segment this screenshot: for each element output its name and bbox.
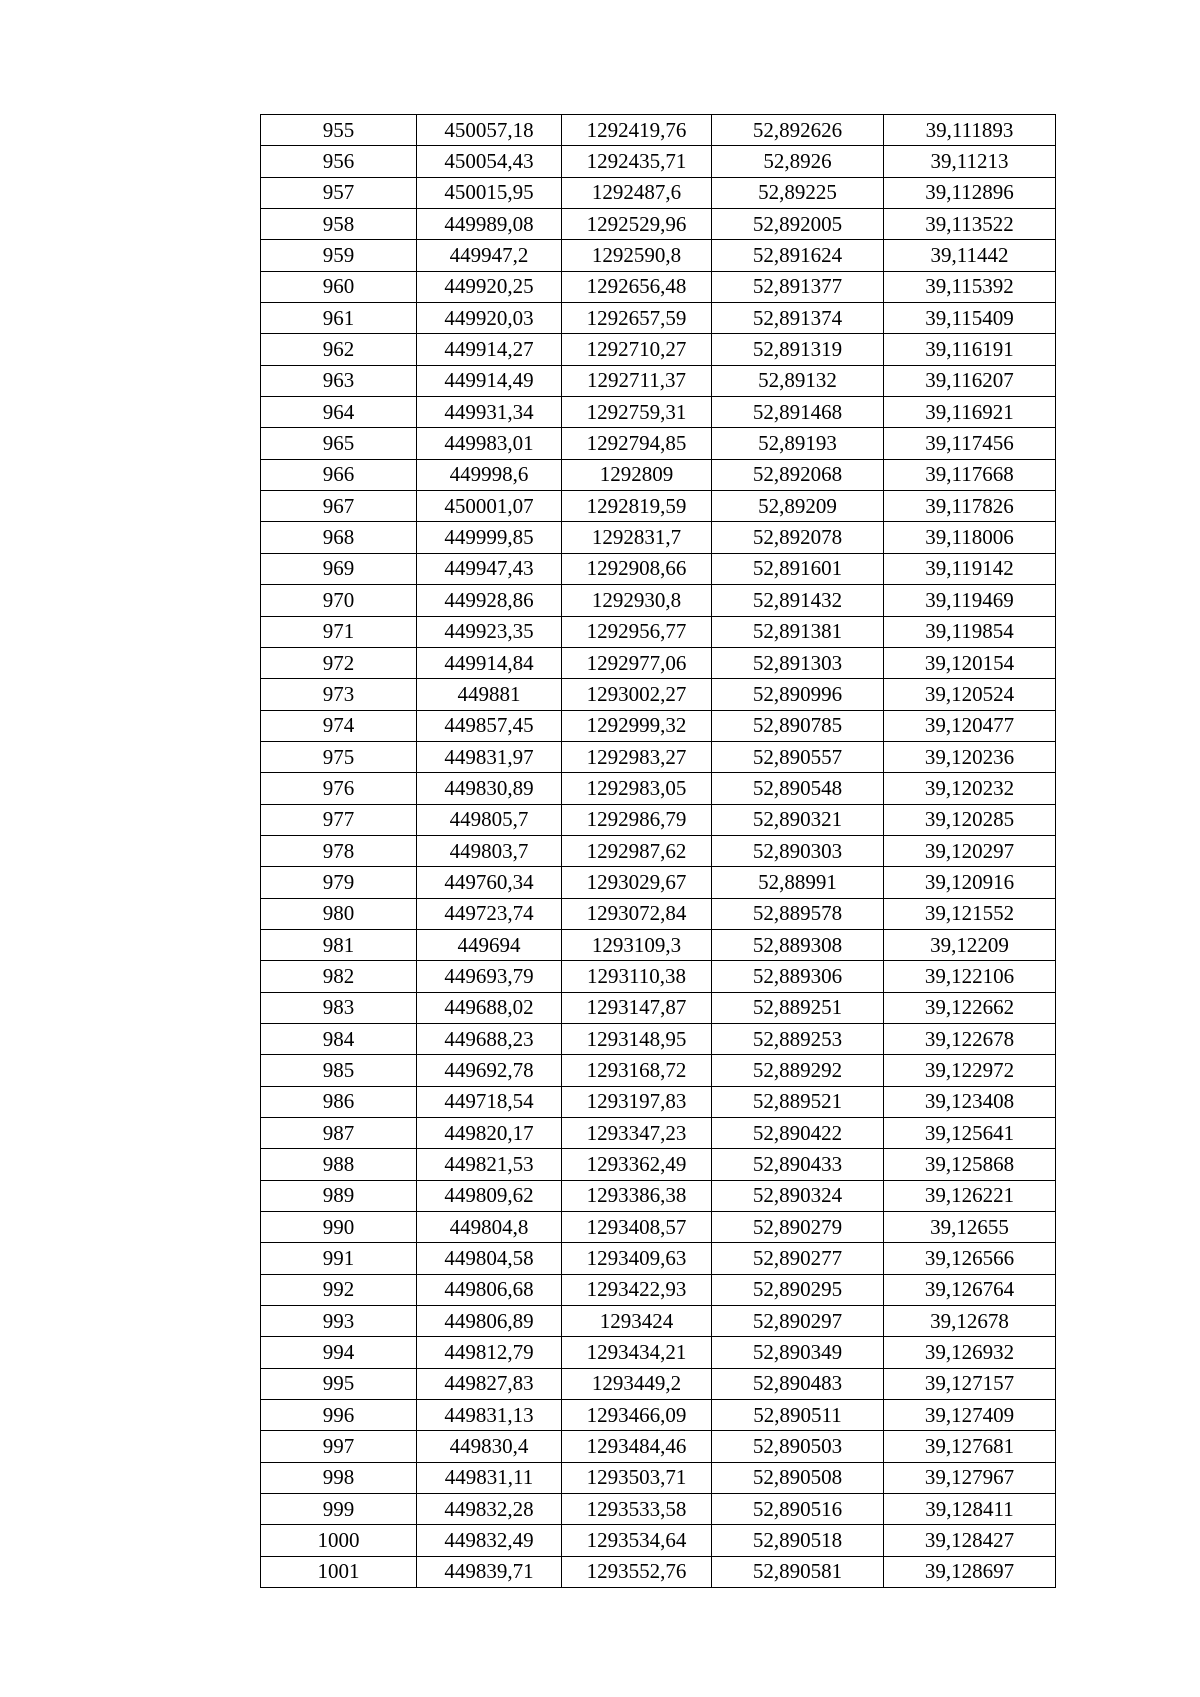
longitude-cell: 39,112896 <box>884 177 1056 208</box>
x-coordinate-cell: 449809,62 <box>417 1180 562 1211</box>
y-coordinate-cell: 1292529,96 <box>562 209 712 240</box>
point-number-cell: 977 <box>261 804 417 835</box>
point-number-cell: 981 <box>261 929 417 960</box>
y-coordinate-cell: 1293110,38 <box>562 961 712 992</box>
y-coordinate-cell: 1292794,85 <box>562 428 712 459</box>
x-coordinate-cell: 449688,02 <box>417 992 562 1023</box>
latitude-cell: 52,890295 <box>712 1274 884 1305</box>
latitude-cell: 52,890483 <box>712 1368 884 1399</box>
point-number-cell: 986 <box>261 1086 417 1117</box>
table-row <box>261 1431 1056 1462</box>
table-row <box>261 867 1056 898</box>
longitude-cell: 39,119854 <box>884 616 1056 647</box>
table-row <box>261 1274 1056 1305</box>
y-coordinate-cell: 1293148,95 <box>562 1023 712 1054</box>
longitude-cell: 39,123408 <box>884 1086 1056 1117</box>
longitude-cell: 39,117456 <box>884 428 1056 459</box>
x-coordinate-cell: 449983,01 <box>417 428 562 459</box>
x-coordinate-cell: 449831,13 <box>417 1400 562 1431</box>
latitude-cell: 52,889308 <box>712 929 884 960</box>
x-coordinate-cell: 450001,07 <box>417 491 562 522</box>
y-coordinate-cell: 1292819,59 <box>562 491 712 522</box>
x-coordinate-cell: 449831,11 <box>417 1462 562 1493</box>
y-coordinate-cell: 1293072,84 <box>562 898 712 929</box>
x-coordinate-cell: 449803,7 <box>417 835 562 866</box>
table-row <box>261 334 1056 365</box>
y-coordinate-cell: 1292711,37 <box>562 365 712 396</box>
x-coordinate-cell: 449928,86 <box>417 585 562 616</box>
x-coordinate-cell: 449806,68 <box>417 1274 562 1305</box>
coordinates-table-body <box>261 115 1056 1588</box>
point-number-cell: 960 <box>261 271 417 302</box>
longitude-cell: 39,119142 <box>884 553 1056 584</box>
y-coordinate-cell: 1293424 <box>562 1306 712 1337</box>
point-number-cell: 964 <box>261 397 417 428</box>
table-row <box>261 1086 1056 1117</box>
y-coordinate-cell: 1292956,77 <box>562 616 712 647</box>
table-row <box>261 1556 1056 1587</box>
latitude-cell: 52,89209 <box>712 491 884 522</box>
x-coordinate-cell: 449812,79 <box>417 1337 562 1368</box>
point-number-cell: 961 <box>261 303 417 334</box>
x-coordinate-cell: 449881 <box>417 679 562 710</box>
longitude-cell: 39,12678 <box>884 1306 1056 1337</box>
table-row <box>261 1149 1056 1180</box>
latitude-cell: 52,889521 <box>712 1086 884 1117</box>
longitude-cell: 39,120285 <box>884 804 1056 835</box>
x-coordinate-cell: 449723,74 <box>417 898 562 929</box>
latitude-cell: 52,892068 <box>712 459 884 490</box>
x-coordinate-cell: 449804,58 <box>417 1243 562 1274</box>
point-number-cell: 976 <box>261 773 417 804</box>
longitude-cell: 39,128411 <box>884 1494 1056 1525</box>
latitude-cell: 52,891374 <box>712 303 884 334</box>
latitude-cell: 52,889253 <box>712 1023 884 1054</box>
point-number-cell: 974 <box>261 710 417 741</box>
y-coordinate-cell: 1292930,8 <box>562 585 712 616</box>
longitude-cell: 39,122106 <box>884 961 1056 992</box>
latitude-cell: 52,891319 <box>712 334 884 365</box>
x-coordinate-cell: 449931,34 <box>417 397 562 428</box>
point-number-cell: 997 <box>261 1431 417 1462</box>
latitude-cell: 52,890321 <box>712 804 884 835</box>
point-number-cell: 985 <box>261 1055 417 1086</box>
longitude-cell: 39,127409 <box>884 1400 1056 1431</box>
latitude-cell: 52,891381 <box>712 616 884 647</box>
x-coordinate-cell: 449914,27 <box>417 334 562 365</box>
point-number-cell: 980 <box>261 898 417 929</box>
latitude-cell: 52,890516 <box>712 1494 884 1525</box>
x-coordinate-cell: 449914,84 <box>417 647 562 678</box>
latitude-cell: 52,890548 <box>712 773 884 804</box>
point-number-cell: 995 <box>261 1368 417 1399</box>
point-number-cell: 963 <box>261 365 417 396</box>
x-coordinate-cell: 449947,2 <box>417 240 562 271</box>
y-coordinate-cell: 1292435,71 <box>562 146 712 177</box>
longitude-cell: 39,113522 <box>884 209 1056 240</box>
latitude-cell: 52,890511 <box>712 1400 884 1431</box>
x-coordinate-cell: 449989,08 <box>417 209 562 240</box>
latitude-cell: 52,890557 <box>712 741 884 772</box>
table-row <box>261 365 1056 396</box>
y-coordinate-cell: 1293408,57 <box>562 1212 712 1243</box>
x-coordinate-cell: 449804,8 <box>417 1212 562 1243</box>
y-coordinate-cell: 1293552,76 <box>562 1556 712 1587</box>
longitude-cell: 39,128697 <box>884 1556 1056 1587</box>
latitude-cell: 52,889578 <box>712 898 884 929</box>
x-coordinate-cell: 449718,54 <box>417 1086 562 1117</box>
table-row <box>261 1368 1056 1399</box>
y-coordinate-cell: 1292590,8 <box>562 240 712 271</box>
x-coordinate-cell: 449857,45 <box>417 710 562 741</box>
y-coordinate-cell: 1293362,49 <box>562 1149 712 1180</box>
latitude-cell: 52,890581 <box>712 1556 884 1587</box>
table-row <box>261 961 1056 992</box>
point-number-cell: 989 <box>261 1180 417 1211</box>
longitude-cell: 39,120297 <box>884 835 1056 866</box>
point-number-cell: 966 <box>261 459 417 490</box>
table-row <box>261 1337 1056 1368</box>
point-number-cell: 999 <box>261 1494 417 1525</box>
x-coordinate-cell: 449805,7 <box>417 804 562 835</box>
table-row <box>261 1400 1056 1431</box>
longitude-cell: 39,11213 <box>884 146 1056 177</box>
longitude-cell: 39,126764 <box>884 1274 1056 1305</box>
latitude-cell: 52,891432 <box>712 585 884 616</box>
table-row <box>261 679 1056 710</box>
y-coordinate-cell: 1292487,6 <box>562 177 712 208</box>
x-coordinate-cell: 449839,71 <box>417 1556 562 1587</box>
longitude-cell: 39,120524 <box>884 679 1056 710</box>
y-coordinate-cell: 1293484,46 <box>562 1431 712 1462</box>
longitude-cell: 39,119469 <box>884 585 1056 616</box>
longitude-cell: 39,118006 <box>884 522 1056 553</box>
table-row <box>261 929 1056 960</box>
y-coordinate-cell: 1293147,87 <box>562 992 712 1023</box>
latitude-cell: 52,890518 <box>712 1525 884 1556</box>
latitude-cell: 52,892078 <box>712 522 884 553</box>
longitude-cell: 39,121552 <box>884 898 1056 929</box>
table-row <box>261 177 1056 208</box>
y-coordinate-cell: 1292986,79 <box>562 804 712 835</box>
y-coordinate-cell: 1292831,7 <box>562 522 712 553</box>
latitude-cell: 52,890433 <box>712 1149 884 1180</box>
point-number-cell: 990 <box>261 1212 417 1243</box>
point-number-cell: 998 <box>261 1462 417 1493</box>
table-row <box>261 115 1056 146</box>
y-coordinate-cell: 1293168,72 <box>562 1055 712 1086</box>
x-coordinate-cell: 449806,89 <box>417 1306 562 1337</box>
y-coordinate-cell: 1293434,21 <box>562 1337 712 1368</box>
latitude-cell: 52,890349 <box>712 1337 884 1368</box>
point-number-cell: 971 <box>261 616 417 647</box>
latitude-cell: 52,890303 <box>712 835 884 866</box>
point-number-cell: 956 <box>261 146 417 177</box>
longitude-cell: 39,127967 <box>884 1462 1056 1493</box>
table-row <box>261 804 1056 835</box>
longitude-cell: 39,128427 <box>884 1525 1056 1556</box>
table-row <box>261 1494 1056 1525</box>
table-row <box>261 1306 1056 1337</box>
y-coordinate-cell: 1293109,3 <box>562 929 712 960</box>
point-number-cell: 957 <box>261 177 417 208</box>
x-coordinate-cell: 449760,34 <box>417 867 562 898</box>
longitude-cell: 39,120154 <box>884 647 1056 678</box>
longitude-cell: 39,120477 <box>884 710 1056 741</box>
x-coordinate-cell: 450015,95 <box>417 177 562 208</box>
longitude-cell: 39,115392 <box>884 271 1056 302</box>
table-row <box>261 616 1056 647</box>
latitude-cell: 52,889251 <box>712 992 884 1023</box>
longitude-cell: 39,120232 <box>884 773 1056 804</box>
point-number-cell: 988 <box>261 1149 417 1180</box>
x-coordinate-cell: 449914,49 <box>417 365 562 396</box>
longitude-cell: 39,12209 <box>884 929 1056 960</box>
y-coordinate-cell: 1293002,27 <box>562 679 712 710</box>
longitude-cell: 39,127681 <box>884 1431 1056 1462</box>
x-coordinate-cell: 449832,28 <box>417 1494 562 1525</box>
table-row <box>261 1180 1056 1211</box>
latitude-cell: 52,8926 <box>712 146 884 177</box>
latitude-cell: 52,889292 <box>712 1055 884 1086</box>
table-row <box>261 1023 1056 1054</box>
point-number-cell: 994 <box>261 1337 417 1368</box>
point-number-cell: 979 <box>261 867 417 898</box>
latitude-cell: 52,890508 <box>712 1462 884 1493</box>
latitude-cell: 52,89193 <box>712 428 884 459</box>
x-coordinate-cell: 450054,43 <box>417 146 562 177</box>
table-row <box>261 835 1056 866</box>
longitude-cell: 39,116191 <box>884 334 1056 365</box>
y-coordinate-cell: 1292656,48 <box>562 271 712 302</box>
longitude-cell: 39,125868 <box>884 1149 1056 1180</box>
x-coordinate-cell: 449692,78 <box>417 1055 562 1086</box>
point-number-cell: 955 <box>261 115 417 146</box>
table-row <box>261 1055 1056 1086</box>
latitude-cell: 52,891624 <box>712 240 884 271</box>
table-row <box>261 773 1056 804</box>
latitude-cell: 52,890277 <box>712 1243 884 1274</box>
y-coordinate-cell: 1293409,63 <box>562 1243 712 1274</box>
point-number-cell: 973 <box>261 679 417 710</box>
longitude-cell: 39,122678 <box>884 1023 1056 1054</box>
point-number-cell: 972 <box>261 647 417 678</box>
y-coordinate-cell: 1292657,59 <box>562 303 712 334</box>
point-number-cell: 970 <box>261 585 417 616</box>
point-number-cell: 958 <box>261 209 417 240</box>
longitude-cell: 39,126221 <box>884 1180 1056 1211</box>
table-row <box>261 397 1056 428</box>
point-number-cell: 992 <box>261 1274 417 1305</box>
table-row <box>261 491 1056 522</box>
point-number-cell: 975 <box>261 741 417 772</box>
table-row <box>261 898 1056 929</box>
x-coordinate-cell: 449694 <box>417 929 562 960</box>
latitude-cell: 52,891303 <box>712 647 884 678</box>
point-number-cell: 968 <box>261 522 417 553</box>
latitude-cell: 52,891377 <box>712 271 884 302</box>
table-row <box>261 522 1056 553</box>
y-coordinate-cell: 1293533,58 <box>562 1494 712 1525</box>
latitude-cell: 52,890297 <box>712 1306 884 1337</box>
y-coordinate-cell: 1292983,05 <box>562 773 712 804</box>
longitude-cell: 39,127157 <box>884 1368 1056 1399</box>
y-coordinate-cell: 1293347,23 <box>562 1118 712 1149</box>
x-coordinate-cell: 449920,25 <box>417 271 562 302</box>
longitude-cell: 39,120916 <box>884 867 1056 898</box>
y-coordinate-cell: 1293466,09 <box>562 1400 712 1431</box>
x-coordinate-cell: 449923,35 <box>417 616 562 647</box>
longitude-cell: 39,122972 <box>884 1055 1056 1086</box>
latitude-cell: 52,891601 <box>712 553 884 584</box>
y-coordinate-cell: 1292710,27 <box>562 334 712 365</box>
latitude-cell: 52,89225 <box>712 177 884 208</box>
table-row <box>261 459 1056 490</box>
y-coordinate-cell: 1292977,06 <box>562 647 712 678</box>
point-number-cell: 1001 <box>261 1556 417 1587</box>
latitude-cell: 52,891468 <box>712 397 884 428</box>
table-row <box>261 303 1056 334</box>
y-coordinate-cell: 1292809 <box>562 459 712 490</box>
y-coordinate-cell: 1292908,66 <box>562 553 712 584</box>
longitude-cell: 39,117826 <box>884 491 1056 522</box>
table-row <box>261 428 1056 459</box>
point-number-cell: 1000 <box>261 1525 417 1556</box>
point-number-cell: 969 <box>261 553 417 584</box>
x-coordinate-cell: 449688,23 <box>417 1023 562 1054</box>
longitude-cell: 39,117668 <box>884 459 1056 490</box>
table-row <box>261 1243 1056 1274</box>
x-coordinate-cell: 449831,97 <box>417 741 562 772</box>
y-coordinate-cell: 1292983,27 <box>562 741 712 772</box>
latitude-cell: 52,890279 <box>712 1212 884 1243</box>
table-row <box>261 585 1056 616</box>
y-coordinate-cell: 1293503,71 <box>562 1462 712 1493</box>
point-number-cell: 983 <box>261 992 417 1023</box>
x-coordinate-cell: 450057,18 <box>417 115 562 146</box>
point-number-cell: 982 <box>261 961 417 992</box>
point-number-cell: 991 <box>261 1243 417 1274</box>
y-coordinate-cell: 1292419,76 <box>562 115 712 146</box>
x-coordinate-cell: 449820,17 <box>417 1118 562 1149</box>
point-number-cell: 978 <box>261 835 417 866</box>
y-coordinate-cell: 1292987,62 <box>562 835 712 866</box>
longitude-cell: 39,12655 <box>884 1212 1056 1243</box>
table-row <box>261 647 1056 678</box>
latitude-cell: 52,88991 <box>712 867 884 898</box>
y-coordinate-cell: 1293449,2 <box>562 1368 712 1399</box>
point-number-cell: 959 <box>261 240 417 271</box>
x-coordinate-cell: 449830,89 <box>417 773 562 804</box>
longitude-cell: 39,122662 <box>884 992 1056 1023</box>
x-coordinate-cell: 449830,4 <box>417 1431 562 1462</box>
latitude-cell: 52,890324 <box>712 1180 884 1211</box>
longitude-cell: 39,116207 <box>884 365 1056 396</box>
x-coordinate-cell: 449999,85 <box>417 522 562 553</box>
x-coordinate-cell: 449827,83 <box>417 1368 562 1399</box>
point-number-cell: 965 <box>261 428 417 459</box>
latitude-cell: 52,89132 <box>712 365 884 396</box>
longitude-cell: 39,11442 <box>884 240 1056 271</box>
longitude-cell: 39,115409 <box>884 303 1056 334</box>
x-coordinate-cell: 449693,79 <box>417 961 562 992</box>
table-row <box>261 741 1056 772</box>
y-coordinate-cell: 1293386,38 <box>562 1180 712 1211</box>
table-row <box>261 1462 1056 1493</box>
x-coordinate-cell: 449920,03 <box>417 303 562 334</box>
table-row <box>261 146 1056 177</box>
table-row <box>261 271 1056 302</box>
table-row <box>261 1212 1056 1243</box>
point-number-cell: 962 <box>261 334 417 365</box>
point-number-cell: 984 <box>261 1023 417 1054</box>
y-coordinate-cell: 1293197,83 <box>562 1086 712 1117</box>
latitude-cell: 52,890996 <box>712 679 884 710</box>
longitude-cell: 39,126932 <box>884 1337 1056 1368</box>
y-coordinate-cell: 1292759,31 <box>562 397 712 428</box>
y-coordinate-cell: 1293422,93 <box>562 1274 712 1305</box>
longitude-cell: 39,125641 <box>884 1118 1056 1149</box>
table-row <box>261 553 1056 584</box>
point-number-cell: 993 <box>261 1306 417 1337</box>
point-number-cell: 967 <box>261 491 417 522</box>
table-row <box>261 209 1056 240</box>
table-row <box>261 240 1056 271</box>
coordinates-table <box>260 114 1056 1588</box>
table-row <box>261 710 1056 741</box>
latitude-cell: 52,890422 <box>712 1118 884 1149</box>
latitude-cell: 52,890503 <box>712 1431 884 1462</box>
x-coordinate-cell: 449947,43 <box>417 553 562 584</box>
x-coordinate-cell: 449821,53 <box>417 1149 562 1180</box>
longitude-cell: 39,126566 <box>884 1243 1056 1274</box>
y-coordinate-cell: 1292999,32 <box>562 710 712 741</box>
longitude-cell: 39,116921 <box>884 397 1056 428</box>
table-row <box>261 1118 1056 1149</box>
latitude-cell: 52,892626 <box>712 115 884 146</box>
latitude-cell: 52,890785 <box>712 710 884 741</box>
y-coordinate-cell: 1293029,67 <box>562 867 712 898</box>
point-number-cell: 987 <box>261 1118 417 1149</box>
x-coordinate-cell: 449832,49 <box>417 1525 562 1556</box>
table-row <box>261 1525 1056 1556</box>
table-row <box>261 992 1056 1023</box>
latitude-cell: 52,889306 <box>712 961 884 992</box>
longitude-cell: 39,111893 <box>884 115 1056 146</box>
y-coordinate-cell: 1293534,64 <box>562 1525 712 1556</box>
point-number-cell: 996 <box>261 1400 417 1431</box>
latitude-cell: 52,892005 <box>712 209 884 240</box>
longitude-cell: 39,120236 <box>884 741 1056 772</box>
x-coordinate-cell: 449998,6 <box>417 459 562 490</box>
